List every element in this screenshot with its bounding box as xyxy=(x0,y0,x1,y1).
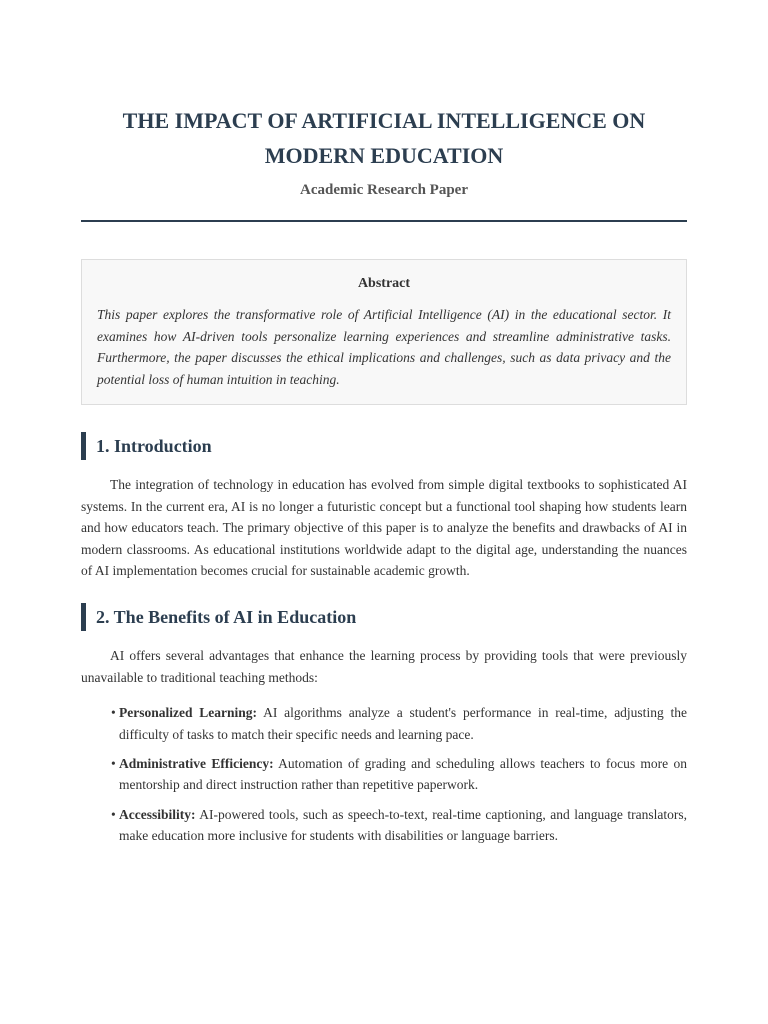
benefits-list xyxy=(81,702,687,846)
list-item-text: AI-powered tools, such as speech-to-text, real-time captioning, and language translators, make education more inclusive for students with disabilities or language barriers. xyxy=(119,806,688,844)
paper-header xyxy=(81,0,687,222)
list-item xyxy=(111,702,687,745)
list-item-text: AI algorithms analyze a student's performance in real-time, adjusting the difficulty of tasks to match their specific needs and learning pace. xyxy=(119,705,687,742)
abstract-heading: Abstract xyxy=(357,276,411,291)
abstract-box xyxy=(81,259,687,405)
bullet-icon: • xyxy=(111,806,116,822)
list-item xyxy=(111,753,687,796)
list-item-text: Automation of grading and scheduling allows teachers to focus more on mentorship and direct instruction rather than repetitive paperwork. xyxy=(119,756,687,793)
bullet-icon: • xyxy=(111,756,116,772)
paper-subtitle: Academic Research Paper xyxy=(299,182,468,198)
header-divider xyxy=(81,220,687,222)
list-item-term: Personalized Learning: xyxy=(119,705,258,721)
bullet-icon: • xyxy=(111,705,116,721)
section-paragraph-benefits: AI offers several advantages that enhance the learning process by providing tools that were previously unavailable to traditional teaching methods: xyxy=(81,648,687,685)
list-item-term: Accessibility: xyxy=(119,806,196,822)
section-heading-introduction: 1. Introduction xyxy=(81,432,687,460)
paper-title: THE IMPACT OF ARTIFICIAL INTELLIGENCE ON MODERN EDUCATION xyxy=(122,108,646,168)
section-heading-benefits: 2. The Benefits of AI in Education xyxy=(81,603,687,631)
abstract-text: This paper explores the transformative role of Artificial Intelligence (AI) in the educational sector. It examines how AI-driven tools personalize learning experiences and streamline administrative tasks. Furthermore, the paper discusses the ethical implications and challenges, such as data privacy and the potential loss of human intuition in teaching. xyxy=(97,307,671,387)
list-item-term: Administrative Efficiency: xyxy=(119,756,274,772)
section-paragraph-introduction: The integration of technology in education has evolved from simple digital textbooks to sophisticated AI systems. In the current era, AI is no longer a futuristic concept but a functional tool shaping how students learn and how educators teach. The primary objective of this paper is to analyze the benefits and drawbacks of AI in modern classrooms. As educational institutions worldwide adapt to the digital age, understanding the nuances of AI implementation becomes crucial for sustainable academic growth. xyxy=(81,477,687,578)
list-item xyxy=(111,804,687,847)
